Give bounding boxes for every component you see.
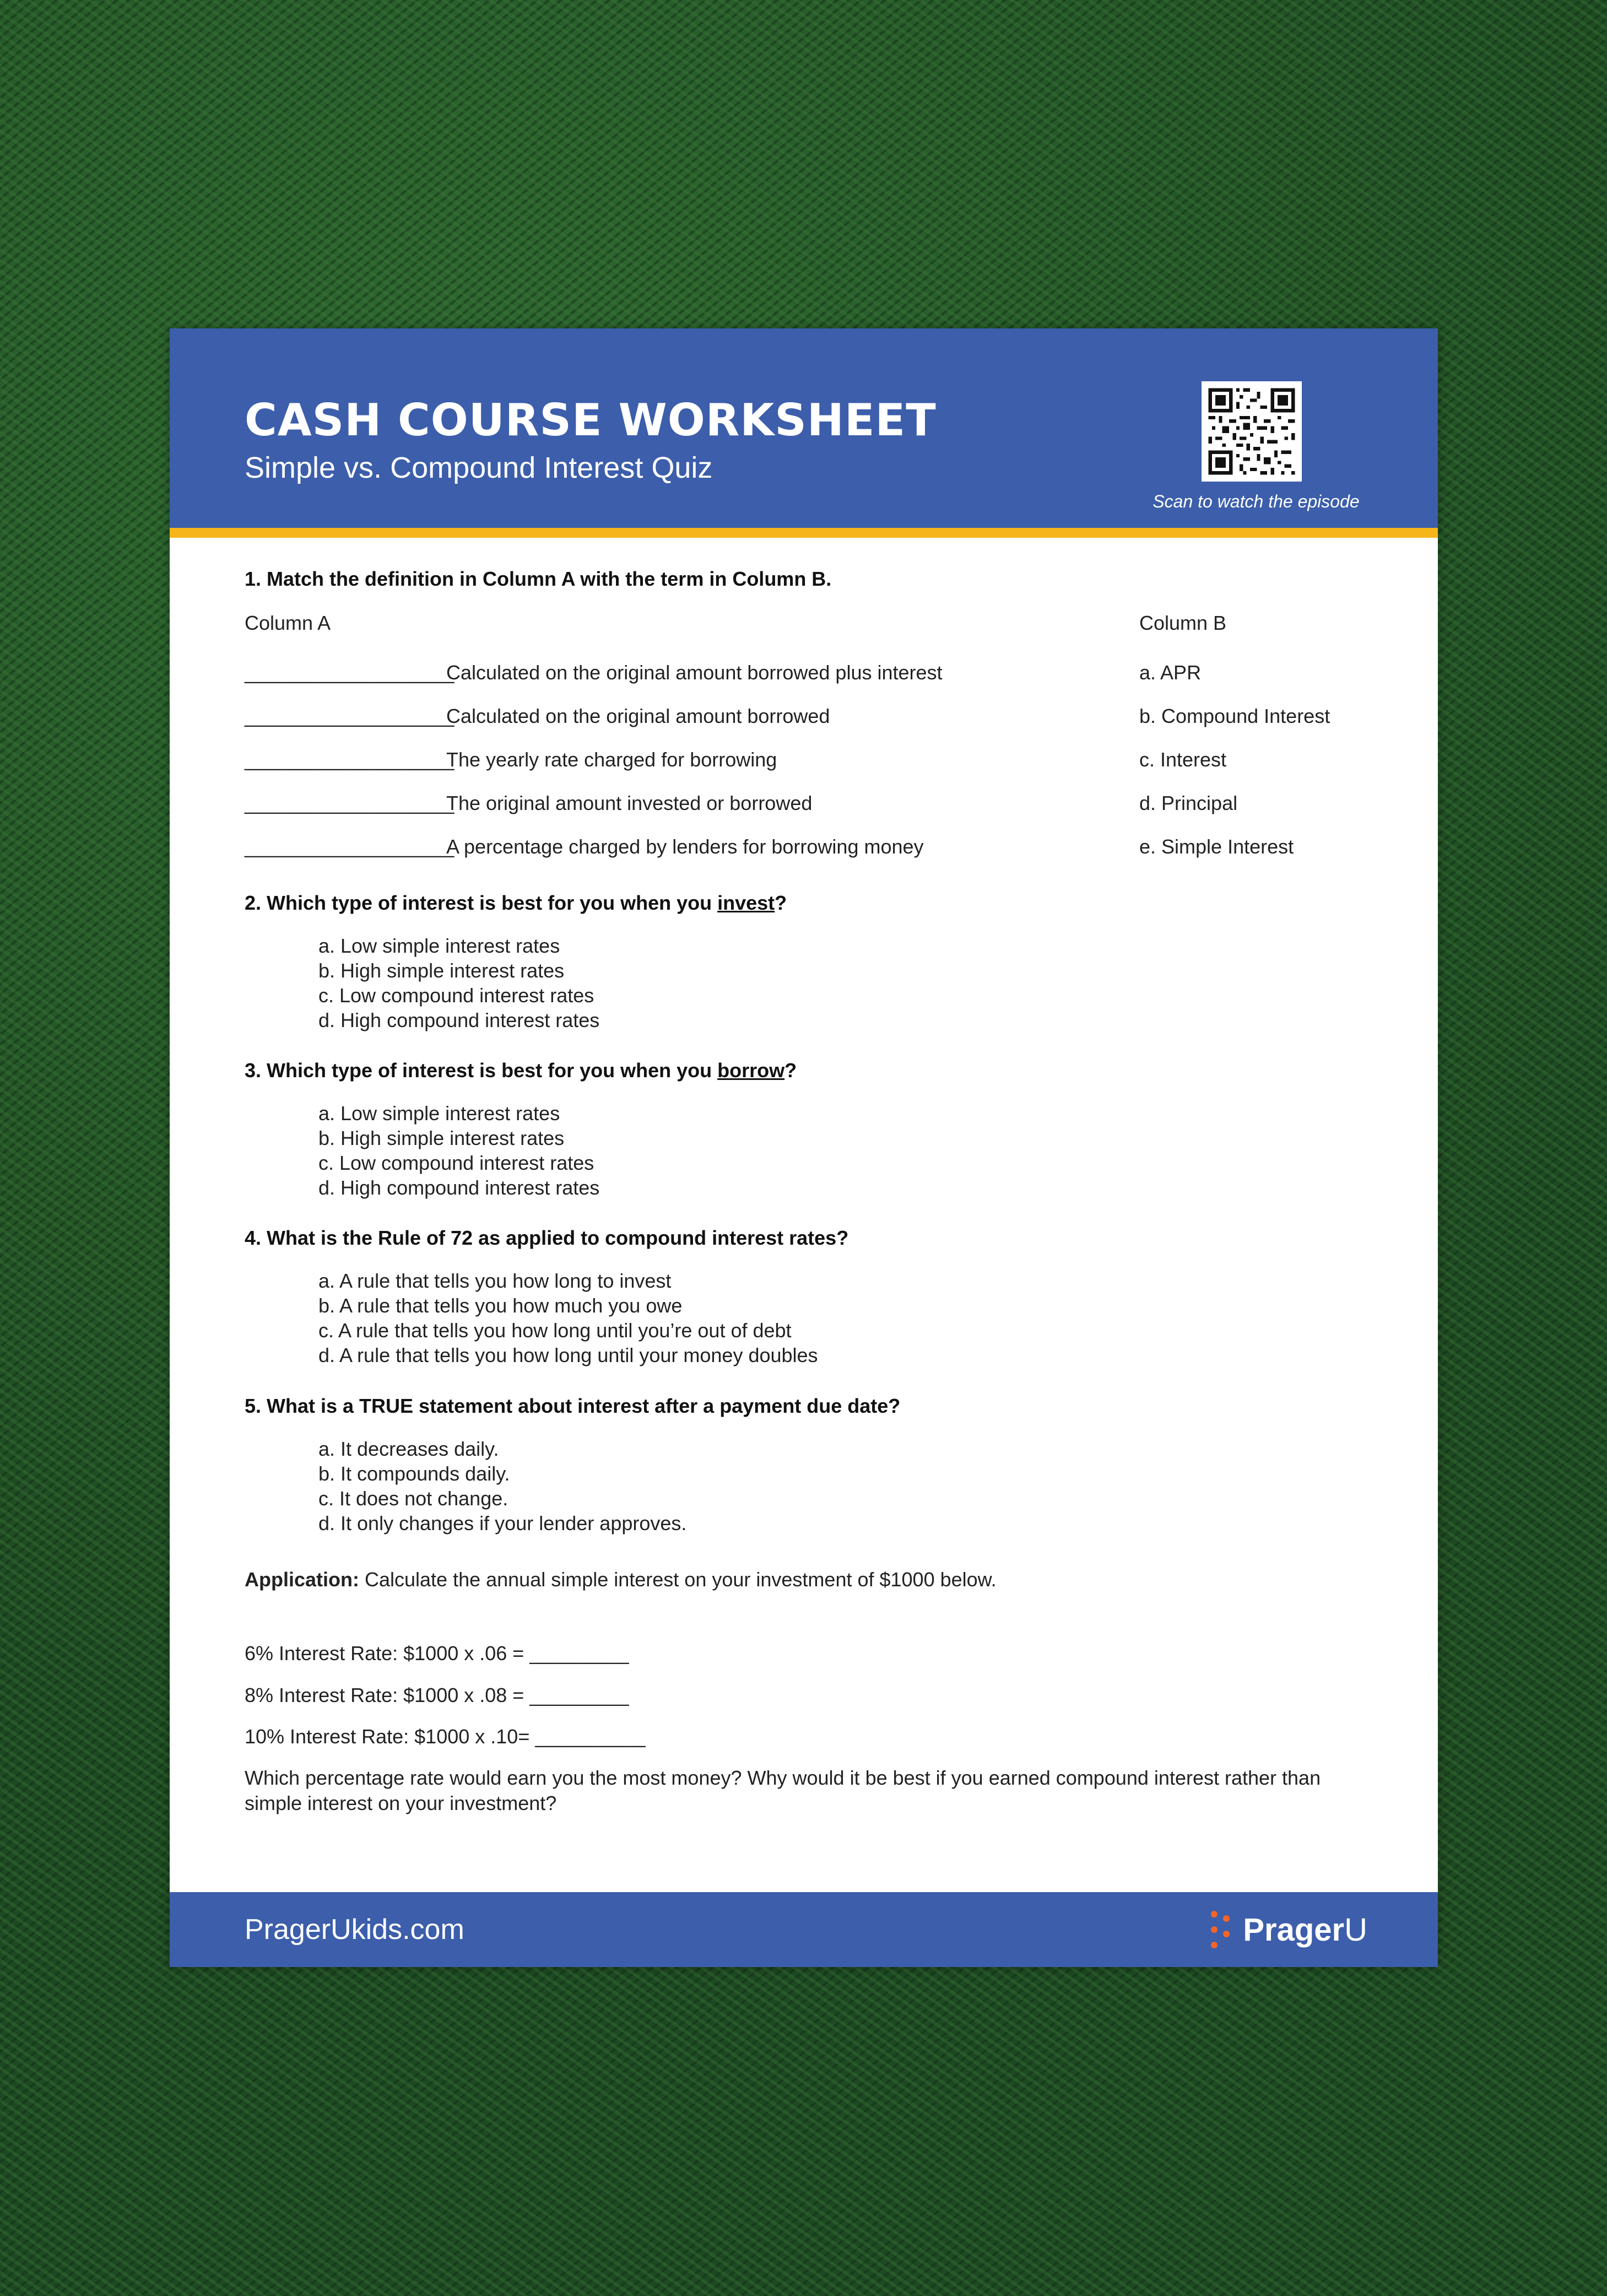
answer-option[interactable]: d. High compound interest rates [318, 1009, 600, 1031]
logo-dots-icon [1208, 1906, 1235, 1953]
term-text: b. Compound Interest [1139, 705, 1330, 727]
worksheet-subtitle: Simple vs. Compound Interest Quiz [245, 451, 713, 484]
answer-option[interactable]: b. It compounds daily. [318, 1462, 510, 1485]
question-5: 5. What is a TRUE statement about interest after a payment due date? [245, 1395, 901, 1417]
answer-blank[interactable]: ___________________ [245, 705, 454, 727]
answer-option[interactable]: c. Low compound interest rates [318, 1152, 594, 1174]
logo-wordmark-u: U [1344, 1911, 1367, 1948]
match-row [245, 661, 1363, 685]
question-2 [245, 892, 787, 915]
worksheet-page [170, 328, 1438, 1967]
scan-instruction: Scan to watch the episode [1153, 491, 1360, 511]
term-text: e. Simple Interest [1139, 835, 1294, 858]
answer-option[interactable]: b. High simple interest rates [318, 1127, 565, 1149]
answer-option[interactable]: d. It only changes if your lender approves. [318, 1512, 687, 1535]
definition-text: The yearly rate charged for borrowing [446, 748, 777, 771]
definition-text: A percentage charged by lenders for borrowing money [446, 835, 924, 858]
question-3-suffix: ? [784, 1059, 797, 1082]
answer-option[interactable]: b. A rule that tells you how much you owe [318, 1294, 683, 1317]
answer-option[interactable]: c. A rule that tells you how long until you’re out of debt [318, 1319, 792, 1342]
prageru-logo [1208, 1906, 1367, 1953]
header-banner [170, 328, 1438, 528]
term-text: d. Principal [1139, 792, 1238, 814]
question-1: 1. Match the definition in Column A with the term in Column B. [245, 568, 832, 590]
worksheet-title: CASH COURSE WORKSHEET [245, 395, 937, 446]
match-row [245, 792, 1363, 816]
definition-text: Calculated on the original amount borrowed plus interest [446, 661, 943, 684]
match-row [245, 705, 1363, 729]
question-3 [245, 1059, 797, 1082]
question-2-suffix: ? [775, 892, 787, 914]
question-3-options [318, 1101, 599, 1200]
answer-blank[interactable]: ___________________ [245, 835, 454, 858]
answer-option[interactable]: c. It does not change. [318, 1487, 508, 1510]
question-3-prefix: 3. Which type of interest is best for you when you [245, 1059, 718, 1082]
question-2-prefix: 2. Which type of interest is best for you when you [245, 892, 718, 914]
reflection-question: Which percentage rate would earn you the most money? Why would it be best if you earned compound interest rather than simple interest on your investment? [245, 1766, 1321, 1814]
term-text: a. APR [1139, 661, 1202, 684]
answer-option[interactable]: b. High simple interest rates [318, 959, 565, 982]
definition-text: Calculated on the original amount borrowed [446, 705, 830, 727]
answer-option[interactable]: c. Low compound interest rates [318, 984, 594, 1007]
question-2-options [318, 933, 599, 1033]
answer-blank[interactable]: ___________________ [245, 661, 454, 684]
calc-line-10-percent[interactable]: 10% Interest Rate: $1000 x .10= __________ [245, 1725, 646, 1748]
question-3-keyword: borrow [717, 1059, 785, 1082]
footer-website-link[interactable]: PragerUkids.com [245, 1914, 464, 1946]
term-text: c. Interest [1139, 748, 1227, 771]
answer-blank[interactable]: ___________________ [245, 792, 454, 814]
question-4: 4. What is the Rule of 72 as applied to compound interest rates? [245, 1227, 849, 1249]
calc-line-6-percent[interactable]: 6% Interest Rate: $1000 x .06 = _________ [245, 1642, 629, 1665]
header-accent-stripe [170, 528, 1438, 538]
footer-banner [170, 1892, 1438, 1967]
answer-option[interactable]: a. A rule that tells you how long to invest [318, 1269, 672, 1292]
logo-wordmark [1243, 1911, 1367, 1948]
application-prompt [245, 1568, 997, 1591]
answer-option[interactable]: d. A rule that tells you how long until your money doubles [318, 1344, 818, 1366]
column-b-heading: Column B [1139, 612, 1227, 634]
match-row [245, 748, 1363, 772]
application-text: Calculate the annual simple interest on your investment of $1000 below. [359, 1568, 997, 1591]
answer-option[interactable]: d. High compound interest rates [318, 1176, 600, 1199]
answer-blank[interactable]: ___________________ [245, 748, 454, 771]
question-4-options [318, 1268, 818, 1368]
application-label: Application: [245, 1568, 359, 1591]
logo-wordmark-main: Prager [1243, 1911, 1345, 1948]
answer-option[interactable]: a. It decreases daily. [318, 1438, 499, 1460]
answer-option[interactable]: a. Low simple interest rates [318, 1102, 560, 1125]
answer-option[interactable]: a. Low simple interest rates [318, 934, 560, 957]
question-2-keyword: invest [717, 892, 775, 914]
definition-text: The original amount invested or borrowed [446, 792, 813, 814]
column-a-heading: Column A [245, 612, 331, 634]
question-5-options [318, 1436, 686, 1536]
match-row [245, 835, 1363, 860]
qr-code[interactable] [1202, 381, 1302, 482]
calc-line-8-percent[interactable]: 8% Interest Rate: $1000 x .08 = _________ [245, 1684, 629, 1706]
